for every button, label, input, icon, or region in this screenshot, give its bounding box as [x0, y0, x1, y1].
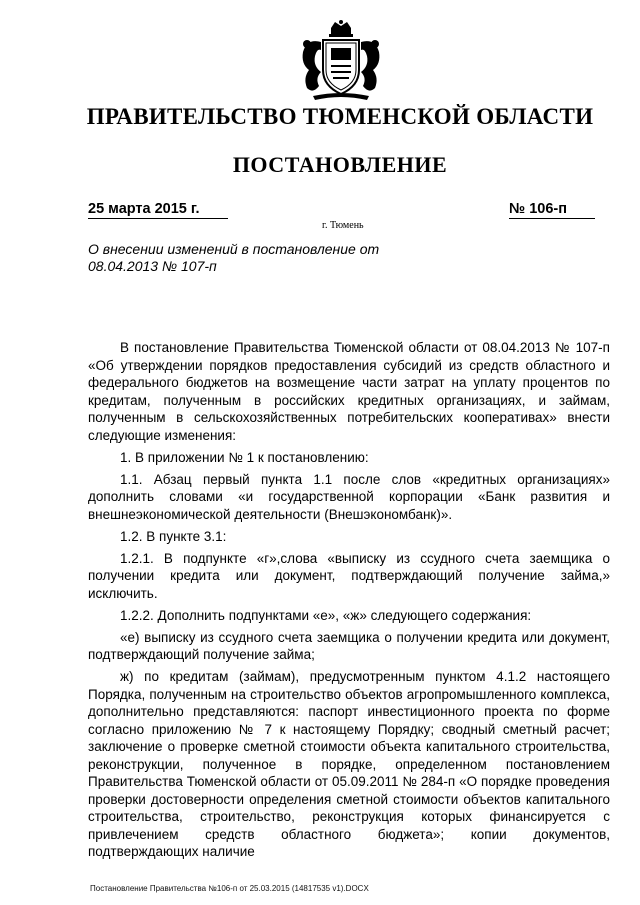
document-date: 25 марта 2015 г. — [88, 201, 228, 219]
paragraph: ж) по кредитам (займам), предусмотренным пунктом 4.1.2 настоящего Порядка, полученным на строительство объектов агропромышленного комплекса, дополнительно представляются: паспорт инвестиционного проекта по форме согласно приложению № 7 к настоящему Порядку; сводный сметный расчет; заключение о проверке сметной стоимости объекта капитального строительства, реконструкции, полученное в порядке, определенном постановлением Правительства Тюменской области от 05.09.2011 № 284-п «О порядке проведения проверки достоверности определения сметной стоимости объектов капитального строительства, строительство, реконструкция которых финансируется с привлечением средств областного бюджета»; копии документов, подтверждающих наличие — [88, 669, 610, 859]
document-subject: О внесении изменений в постановление от 08.04.2013 № 107-п — [88, 241, 380, 274]
paragraph: 1. В приложении № 1 к постановлению: — [120, 449, 369, 465]
paragraph: 1.2. В пункте 3.1: — [120, 528, 227, 544]
government-title: ПРАВИТЕЛЬСТВО ТЮМЕНСКОЙ ОБЛАСТИ — [86, 104, 594, 129]
paragraph: 1.2.2. Дополнить подпунктами «е», «ж» следующего содержания: — [120, 607, 532, 623]
coat-of-arms-icon — [293, 20, 389, 106]
document-body — [88, 339, 610, 865]
document-number: № 106-п — [509, 201, 595, 219]
document-footer: Постановление Правительства №106-п от 25.03.2015 (14817535 v1).DOCX — [90, 884, 369, 893]
paragraph: 1.2.1. В подпункте «г»,слова «выписку из ссудного счета заемщика о получении кредита или документ, подтверждающий получение займа,» исключить. — [88, 550, 610, 601]
document-type: ПОСТАНОВЛЕНИЕ — [232, 152, 448, 177]
paragraph: «е) выписку из ссудного счета заемщика о получении кредита или документ, подтверждающий получение займа; — [88, 629, 610, 662]
paragraph: В постановление Правительства Тюменской области от 08.04.2013 № 107-п «Об утверждении порядков предоставления субсидий из средств областного и федерального бюджетов на возмещение части затрат на уплату процентов по кредитам, полученным в российских кредитных организациях, и займам, полученным в сельскохозяйственных потребительских кооперативах» внести следующие изменения: — [88, 340, 610, 443]
paragraph: 1.1. Абзац первый пункта 1.1 после слов «кредитных организациях» дополнить словами «и государственной корпорации «Банк развития и внешнеэкономической деятельности (Внешэкономбанк)». — [88, 471, 610, 522]
document-city: г. Тюмень — [322, 220, 364, 231]
